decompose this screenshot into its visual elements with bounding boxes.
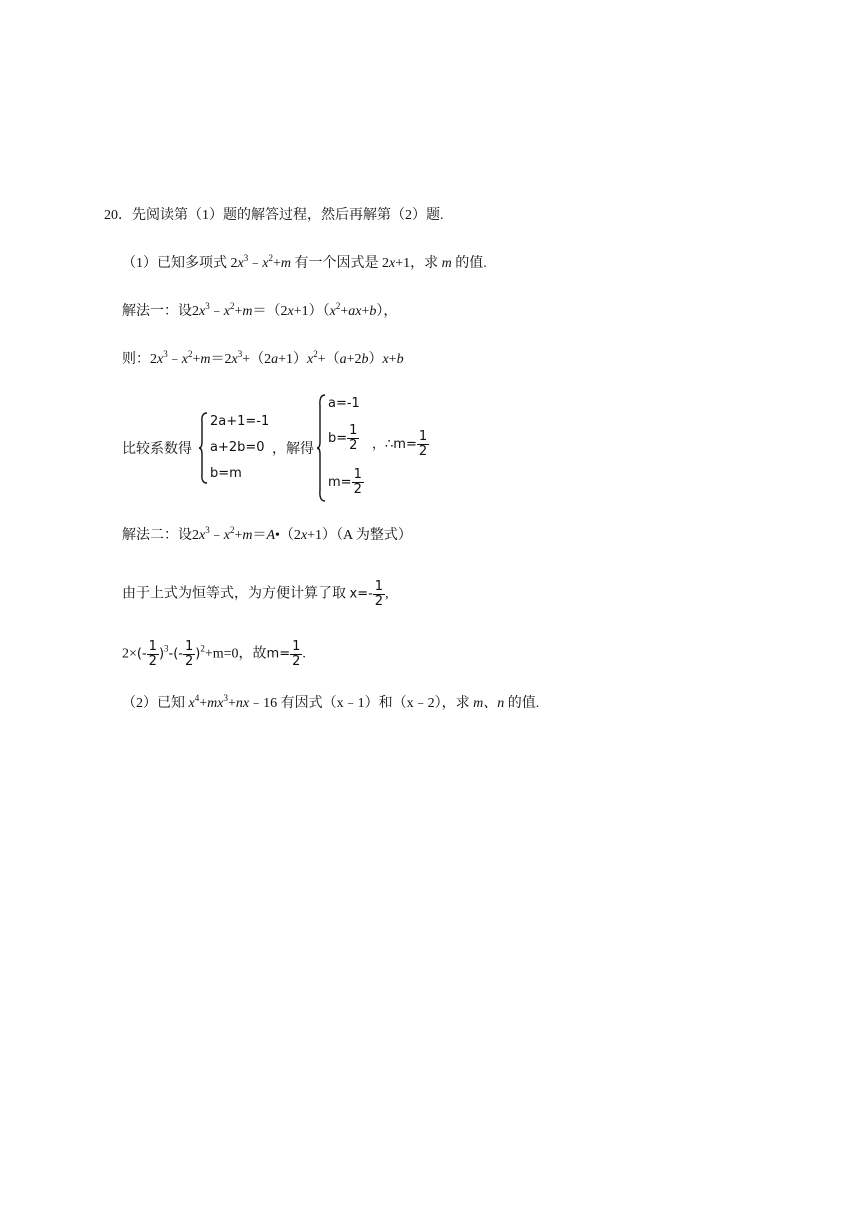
system-row: b= $\frac{1}{2}$ bbox=[328, 423, 358, 453]
system-row: a=-1 bbox=[328, 396, 360, 411]
system-row: m= $\frac{1}{2}$ bbox=[328, 467, 362, 497]
system-row: b=m bbox=[210, 466, 242, 481]
solution-system bbox=[316, 394, 376, 504]
system-row: 2a+1=-1 bbox=[210, 414, 270, 429]
fraction-half: $\frac{1}{2}$ bbox=[418, 429, 428, 459]
method1-expand: 则：$2x^3﹣x^2+m=2x^3+(2a+1)x^2+(a+2b)x+b$ bbox=[122, 349, 404, 367]
fraction-half: $\frac{1}{2}$ bbox=[353, 467, 362, 497]
compare-label: 比较系数得 bbox=[122, 442, 192, 457]
fraction-half: $\frac{1}{2}$ bbox=[374, 579, 384, 609]
method1-result: ，∴m= $\frac{1}{2}$ bbox=[372, 429, 428, 459]
part1-statement: （1）已知多项式 $2x^3﹣x^2+m$ 有一个因式是 2x+1，求 m 的值. bbox=[122, 253, 487, 271]
problem-intro: 先阅读第（1）题的解答过程，然后再解第（2）题. bbox=[132, 208, 444, 223]
problem-number: 20 bbox=[104, 208, 118, 223]
fraction-half: $\frac{1}{2}$ bbox=[349, 423, 358, 453]
system-row: a+2b=0 bbox=[210, 440, 265, 455]
method2-calc: 2×(- $\frac{1}{2}$ )$^3$-(- $\frac{1}{2}$ )$^2$+m=0，故m= $\frac{1}{2}$ . bbox=[122, 639, 306, 669]
fraction-half: $\frac{1}{2}$ bbox=[185, 639, 194, 669]
method2-reason: 由于上式为恒等式，为方便计算了取 x=- $\frac{1}{2}$ , bbox=[122, 579, 389, 609]
problem-heading: 20．先阅读第（1）题的解答过程，然后再解第（2）题. bbox=[104, 208, 444, 223]
coefficient-system bbox=[198, 412, 278, 484]
method1-setup: 解法一：设$2x^3﹣x^2+m=(2x+1)(x^2+ax+b)$， bbox=[122, 301, 398, 319]
solve-label: ，解得 bbox=[272, 442, 314, 457]
left-brace-icon bbox=[198, 412, 208, 484]
part2-statement: （2）已知 $x^4+mx^3+nx﹣16$ 有因式（x﹣1）和（x﹣2），求 m、n 的值. bbox=[122, 693, 540, 711]
fraction-half: $\frac{1}{2}$ bbox=[292, 639, 301, 669]
fraction-half: $\frac{1}{2}$ bbox=[148, 639, 157, 669]
left-brace-icon bbox=[316, 394, 326, 502]
method2-setup: 解法二：设$2x^3﹣x^2+m=A•(2x+1)(A$ 为整式） bbox=[122, 525, 412, 543]
